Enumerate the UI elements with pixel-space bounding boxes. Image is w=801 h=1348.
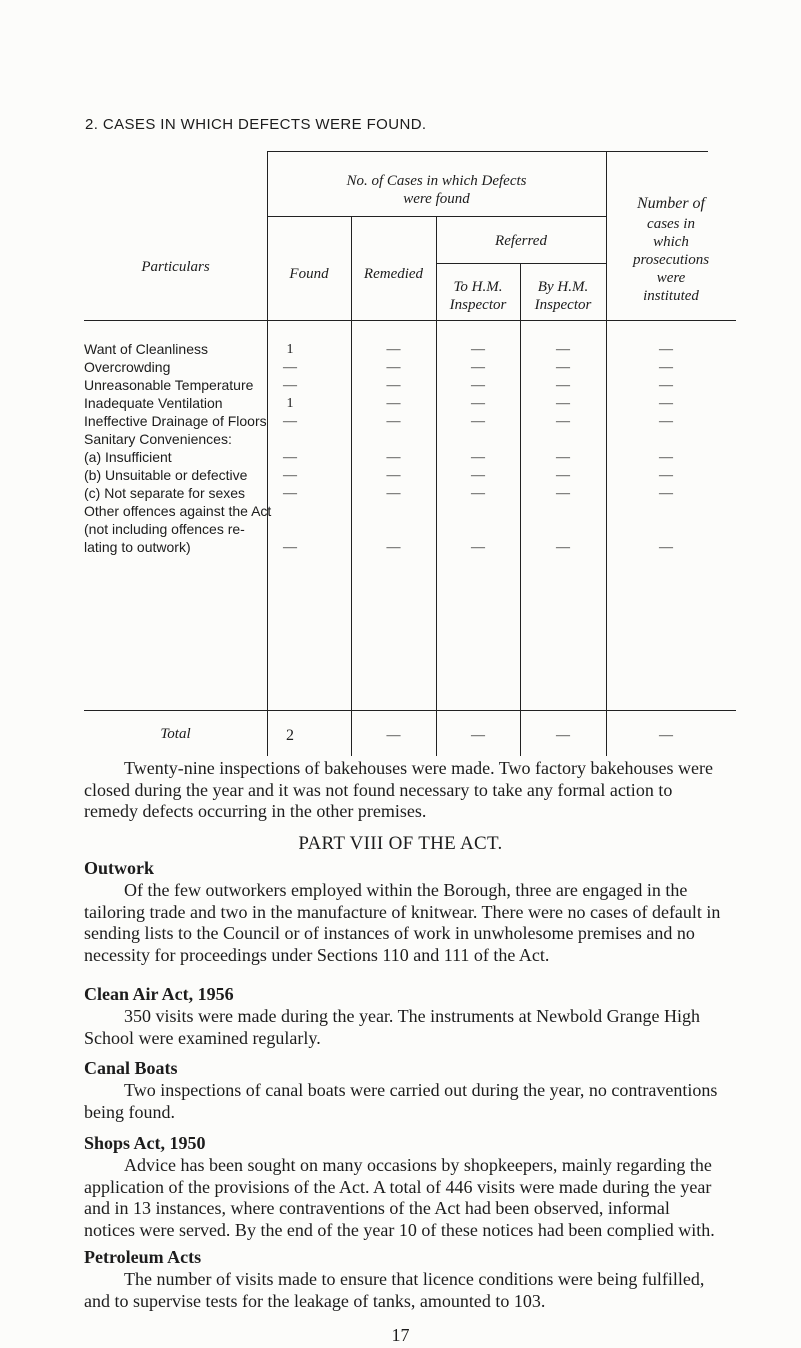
cell-prosecutions: — bbox=[659, 396, 673, 411]
header-by-hm-2: Inspector bbox=[534, 297, 592, 313]
total-remedied: — bbox=[386, 728, 401, 743]
row-label: Overcrowding bbox=[84, 359, 171, 375]
total-by-hm: — bbox=[556, 728, 570, 743]
part-title: PART VIII OF THE ACT. bbox=[298, 833, 503, 854]
shops-heading: Shops Act, 1950 bbox=[84, 1133, 206, 1153]
cell-to-hm: — bbox=[471, 468, 485, 483]
header-prosecutions-line-6: instituted bbox=[643, 288, 699, 304]
header-particulars: Particulars bbox=[141, 259, 210, 275]
header-prosecutions-line-5: were bbox=[656, 270, 686, 286]
cell-found: — bbox=[283, 378, 297, 393]
row-label: Unreasonable Temperature bbox=[84, 377, 254, 393]
total-prosecutions: — bbox=[659, 728, 673, 743]
clean-air-paragraph: 350 visits were made during the year. The instruments at Newbold Grange High School were examined regularly. bbox=[84, 1006, 701, 1048]
bakehouses-paragraph: Twenty-nine inspections of bakehouses were made. Two factory bakehouses were closed during the year and it was not found necessary to take any formal action to remedy defects occurring in the other premises. bbox=[84, 758, 713, 821]
cell-remedied: — bbox=[386, 342, 401, 357]
cell-found: — bbox=[283, 414, 297, 429]
cell-to-hm: — bbox=[471, 396, 485, 411]
row-label: lating to outwork) bbox=[84, 539, 191, 555]
row-label: Sanitary Conveniences: bbox=[84, 431, 232, 447]
cell-remedied: — bbox=[386, 414, 401, 429]
cell-prosecutions: — bbox=[659, 540, 673, 555]
cell-prosecutions: — bbox=[659, 360, 673, 375]
row-label: (b) Unsuitable or defective bbox=[84, 467, 248, 483]
cell-found: — bbox=[283, 450, 297, 465]
cell-prosecutions: — bbox=[659, 342, 673, 357]
cell-remedied: — bbox=[386, 540, 401, 555]
row-label: (a) Insufficient bbox=[84, 449, 172, 465]
outwork-paragraph: Of the few outworkers employed within the Borough, three are engaged in the tailoring trade and two in the manufacture of knitwear. There were no cases of default in sending lists to the Council or of instances of work in unwholesome premises and no necessity for proceedings under Sections 110 and 111 of the Act. bbox=[84, 880, 721, 965]
cell-remedied: — bbox=[386, 468, 401, 483]
cell-by-hm: — bbox=[556, 486, 570, 501]
cell-found: 1 bbox=[286, 342, 294, 357]
row-label: Inadequate Ventilation bbox=[84, 395, 223, 411]
cell-by-hm: — bbox=[556, 450, 570, 465]
header-found: Found bbox=[289, 266, 329, 282]
header-prosecutions-line-1: Number of bbox=[637, 195, 705, 212]
table-top-rule bbox=[267, 151, 708, 152]
cell-prosecutions: — bbox=[659, 486, 673, 501]
petroleum-heading: Petroleum Acts bbox=[84, 1247, 202, 1267]
clean-air-heading: Clean Air Act, 1956 bbox=[84, 984, 234, 1004]
row-label: (c) Not separate for sexes bbox=[84, 485, 246, 501]
shops-paragraph: Advice has been sought on many occasions by shopkeepers, mainly regarding the application of the provisions of the Act. A total of 446 visits were made during the year and in 13 instances, where contraventions of the Act had been observed, informal notices were served. By the end of the year 10 of these notices had been complied with. bbox=[84, 1155, 715, 1240]
outwork-heading: Outwork bbox=[84, 858, 155, 878]
total-to-hm: — bbox=[471, 728, 485, 743]
cell-by-hm: — bbox=[556, 468, 570, 483]
cell-to-hm: — bbox=[471, 342, 485, 357]
header-remedied: Remedied bbox=[363, 266, 424, 282]
row-label: Other offences against the Act bbox=[84, 503, 272, 519]
col-divider-4 bbox=[520, 263, 521, 756]
header-bottom-rule bbox=[84, 320, 736, 321]
canal-heading: Canal Boats bbox=[84, 1058, 178, 1078]
referred-rule bbox=[436, 263, 606, 264]
cell-to-hm: — bbox=[471, 360, 485, 375]
row-label: (not including offences re- bbox=[84, 521, 245, 537]
cell-by-hm: — bbox=[556, 342, 570, 357]
cell-remedied: — bbox=[386, 486, 401, 501]
header-by-hm-1: By H.M. bbox=[537, 279, 589, 295]
row-label: Want of Cleanliness bbox=[84, 341, 208, 357]
cell-found: — bbox=[283, 486, 297, 501]
total-label: Total bbox=[160, 726, 191, 742]
cell-by-hm: — bbox=[556, 396, 570, 411]
header-prosecutions-line-2: cases in bbox=[647, 216, 695, 232]
cell-found: — bbox=[283, 468, 297, 483]
cell-found: — bbox=[283, 360, 297, 375]
cell-found: 1 bbox=[286, 396, 294, 411]
page-number: 17 bbox=[391, 1325, 410, 1345]
cell-prosecutions: — bbox=[659, 378, 673, 393]
cell-prosecutions: — bbox=[659, 450, 673, 465]
header-to-hm-1: To H.M. bbox=[453, 279, 503, 295]
cell-remedied: — bbox=[386, 360, 401, 375]
section-heading: 2. CASES IN WHICH DEFECTS WERE FOUND. bbox=[85, 116, 427, 133]
canal-paragraph: Two inspections of canal boats were carried out during the year, no contraventions being found. bbox=[84, 1080, 718, 1122]
petroleum-paragraph: The number of visits made to ensure that licence conditions were being fulfilled, and to supervise tests for the leakage of tanks, amounted to 103. bbox=[84, 1269, 705, 1311]
cell-by-hm: — bbox=[556, 414, 570, 429]
cell-to-hm: — bbox=[471, 414, 485, 429]
cell-remedied: — bbox=[386, 450, 401, 465]
header-group-title-1: No. of Cases in which Defects bbox=[346, 173, 527, 189]
header-prosecutions-line-4: prosecutions bbox=[632, 252, 710, 268]
total-found: 2 bbox=[286, 727, 294, 744]
row-label: Ineffective Drainage of Floors bbox=[84, 413, 267, 429]
cell-prosecutions: — bbox=[659, 468, 673, 483]
cell-by-hm: — bbox=[556, 360, 570, 375]
cell-remedied: — bbox=[386, 378, 401, 393]
header-prosecutions-line-3: which bbox=[653, 234, 689, 250]
cell-to-hm: — bbox=[471, 450, 485, 465]
cell-by-hm: — bbox=[556, 540, 570, 555]
cell-by-hm: — bbox=[556, 378, 570, 393]
cell-remedied: — bbox=[386, 396, 401, 411]
body-bottom-rule bbox=[84, 710, 736, 711]
cell-found: — bbox=[283, 540, 297, 555]
cell-prosecutions: — bbox=[659, 414, 673, 429]
cell-to-hm: — bbox=[471, 486, 485, 501]
header-group-title-2: were found bbox=[403, 191, 470, 207]
cell-to-hm: — bbox=[471, 540, 485, 555]
header-referred: Referred bbox=[495, 233, 547, 249]
header-to-hm-2: Inspector bbox=[449, 297, 507, 313]
cell-to-hm: — bbox=[471, 378, 485, 393]
